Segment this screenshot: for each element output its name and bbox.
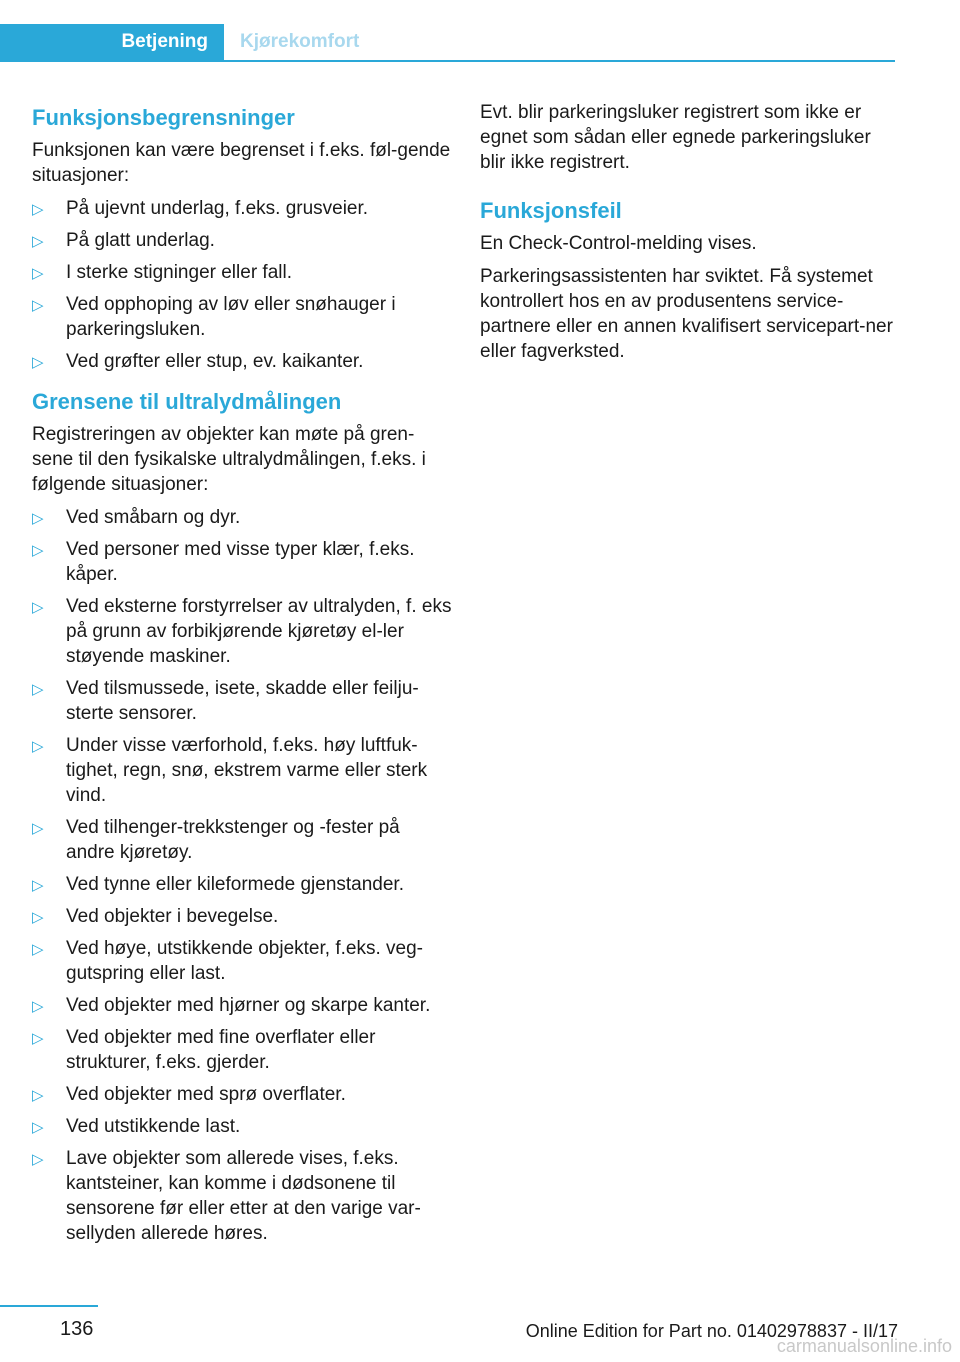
- chapter-tab-active-label: Betjening: [121, 31, 208, 52]
- list-item: ▷ Ved tilhenger-trekkstenger og -fester på andre kjøretøy.: [32, 817, 400, 863]
- section-intro-ultrasound-limits: Registreringen av objekter kan møte på gren-sene til den fysikalske ultralydmålingen, f.eks. i følgende situasjoner:: [32, 424, 426, 495]
- triangle-bullet-icon: ▷: [32, 201, 44, 218]
- page-number: 136: [60, 1318, 94, 1340]
- section-title-ultrasound-limits: Grensene til ultralydmålingen: [32, 389, 342, 414]
- list-item: ▷ Ved utstikkende last.: [32, 1114, 452, 1139]
- watermark: carmanualsonline.info: [776, 1336, 952, 1356]
- section-title-limitations: Funksjonsbegrensninger: [32, 105, 295, 130]
- list-item: ▷ Ved objekter med sprø overflater.: [32, 1082, 452, 1107]
- triangle-bullet-icon: ▷: [32, 998, 44, 1015]
- triangle-bullet-icon: ▷: [32, 877, 44, 894]
- chapter-tab-active: [0, 24, 224, 62]
- chapter-tab-inactive: Kjørekomfort: [240, 31, 360, 52]
- list-item: ▷ Lave objekter som allerede vises, f.eks. kantsteiner, kan komme i dødsonene til sensorene før eller etter at den varige var-sellyden allerede høres.: [32, 1148, 421, 1244]
- triangle-bullet-icon: ▷: [32, 1087, 44, 1104]
- list-item: ▷ Ved høye, utstikkende objekter, f.eks. veg-gutspring eller last.: [32, 938, 423, 984]
- malfunction-message: En Check-Control-melding vises.: [480, 233, 757, 254]
- list-item: ▷ I sterke stigninger eller fall.: [32, 260, 452, 285]
- list-item: ▷ Ved grøfter eller stup, ev. kaikanter.: [32, 349, 452, 374]
- list-item: ▷ Ved tynne eller kileformede gjenstander.: [32, 872, 452, 897]
- header-divider: [0, 60, 895, 62]
- list-item: ▷ Ved personer med visse typer klær, f.eks. kåper.: [32, 539, 415, 585]
- list-item: ▷ Ved objekter med fine overflater eller strukturer, f.eks. gjerder.: [32, 1027, 376, 1073]
- list-item: ▷ Under visse værforhold, f.eks. høy luftfuk-tighet, regn, snø, ekstrem varme eller sterk vind.: [32, 735, 428, 806]
- section-intro-limitations: Funksjonen kan være begrenset i f.eks. føl-gende situasjoner:: [32, 140, 451, 186]
- list-ultrasound-limits: [32, 505, 452, 1246]
- section-title-malfunction: Funksjonsfeil: [480, 198, 622, 223]
- list-item: ▷ På glatt underlag.: [32, 228, 452, 253]
- footer-divider: [0, 1305, 98, 1307]
- list-item: ▷ Ved tilsmussede, isete, skadde eller feilju-sterte sensorer.: [32, 678, 419, 724]
- triangle-bullet-icon: ▷: [32, 542, 44, 559]
- triangle-bullet-icon: ▷: [32, 738, 44, 755]
- triangle-bullet-icon: ▷: [32, 941, 44, 958]
- triangle-bullet-icon: ▷: [32, 909, 44, 926]
- edition-info: Online Edition for Part no. 01402978837 - II/17: [525, 1321, 898, 1341]
- list-item: ▷ På ujevnt underlag, f.eks. grusveier.: [32, 196, 452, 221]
- triangle-bullet-icon: ▷: [32, 233, 44, 250]
- left-column: [32, 100, 452, 1260]
- triangle-bullet-icon: ▷: [32, 1119, 44, 1136]
- list-item: ▷ Ved eksterne forstyrrelser av ultralyden, f. eks på grunn av forbikjørende kjøretøy el-ler støyende maskiner.: [32, 596, 452, 667]
- triangle-bullet-icon: ▷: [32, 1030, 44, 1047]
- list-item: ▷ Ved objekter i bevegelse.: [32, 904, 452, 929]
- malfunction-instructions: Parkeringsassistenten har sviktet. Få systemet kontrollert hos en av produsentens service-partnere eller en annen kvalifisert servicepart-ner eller fagverksted.: [480, 266, 893, 362]
- page-header: [0, 0, 960, 62]
- triangle-bullet-icon: ▷: [32, 265, 44, 282]
- list-limitations: [32, 196, 452, 374]
- list-item: ▷ Ved opphoping av løv eller snøhauger i parkeringsluken.: [32, 294, 396, 340]
- triangle-bullet-icon: ▷: [32, 1151, 44, 1168]
- triangle-bullet-icon: ▷: [32, 599, 44, 616]
- triangle-bullet-icon: ▷: [32, 681, 44, 698]
- triangle-bullet-icon: ▷: [32, 510, 44, 527]
- list-item: ▷ Ved objekter med hjørner og skarpe kanter.: [32, 993, 452, 1018]
- triangle-bullet-icon: ▷: [32, 297, 44, 314]
- triangle-bullet-icon: ▷: [32, 820, 44, 837]
- parking-space-note: Evt. blir parkeringsluker registrert som ikke er egnet som sådan eller egnede parkeringsluker blir ikke registrert.: [480, 102, 871, 173]
- list-item: ▷ Ved småbarn og dyr.: [32, 505, 452, 530]
- triangle-bullet-icon: ▷: [32, 354, 44, 371]
- right-column: [480, 100, 900, 372]
